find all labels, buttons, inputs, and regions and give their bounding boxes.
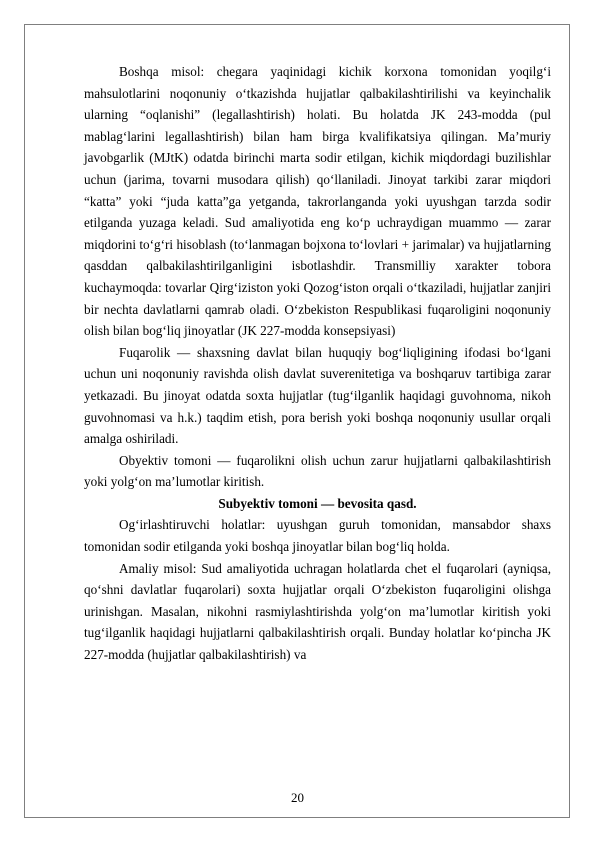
page-number: 20	[291, 790, 304, 805]
subjective-side-heading: Subyektiv tomoni — bevosita qasd.	[218, 495, 417, 511]
paragraph-aggravating-circumstances: Og‘irlashtiruvchi holatlar: uyushgan guruh tomonidan, mansabdor shaxs tomonidan sodir etilganda yoki boshqa jinoyatlar bilan bog‘liq holda.	[84, 517, 551, 555]
paragraph-contraband-example: Boshqa misol: chegara yaqinidagi kichik korxona tomonidan yoqilg‘i mahsulotlarini noqonuniy o‘tkazishda hujjatlar qalbakilashtirilishi va keyinchalik ularning “oqlanishi” (legallashtirish) holati. Bu holatda JK 243-modda (pul mablag‘larini legallashtirish) bilan ham birga kvalifikatsiya qilingan. Ma’muriy javobgarlik (MJtK) odatda birinchi marta sodir etilgan, kichik miqdordagi buzilishlar uchun (jarima, tovarni musodara qilish) qo‘llaniladi. Jinoyat tarkibi zarar miqdori “katta” yoki “juda katta”ga yetganda, takrorlanganda yoki uyushgan tarzda sodir etilganda yuzaga keladi. Sud amaliyotida eng ko‘p uchraydigan muammo — zarar miqdorini to‘g‘ri hisoblash (to‘lanmagan bojxona to‘lovlari + jarimalar) va hujjatlarning qasddan qalbakilashtirilganligini isbotlashdir. Transmilliy xarakter tobora kuchaymoqda: tovarlar Qirg‘iziston yoki Qozog‘iston orqali o‘tkaziladi, hujjatlar zanjiri bir nechta davlatlarni qamrab oladi. O‘zbekiston Respublikasi fuqaroligini noqonuniy olish bilan bog‘liq jinoyatlar (JK 227-modda konsepsiyasi)	[84, 64, 551, 339]
paragraph-objective-side: Obyektiv tomoni — fuqarolikni olish uchun zarur hujjatlarni qalbakilashtirish yoki yolg‘on ma’lumotlar kiritish.	[84, 452, 551, 490]
paragraph-citizenship-definition: Fuqarolik — shaxsning davlat bilan huquqiy bog‘liqligining ifodasi bo‘lgani uchun uni noqonuniy ravishda olish davlat suverenitetiga va boshqaruv tartibiga zarar yetkazadi. Bu jinoyat odatda soxta hujjatlar (tug‘ilganlik haqidagi guvohnoma, nikoh guvohnomasi va h.k.) taqdim etish, pora berish yoki boshqa noqonuniy usullar orqali amalga oshiriladi.	[84, 344, 551, 447]
document-body	[84, 61, 551, 666]
paragraph-practical-example: Amaliy misol: Sud amaliyotida uchragan holatlarda chet el fuqarolari (ayniqsa, qo‘shni davlatlar fuqarolari) soxta hujjatlar orqali O‘zbekiston fuqaroligini olishga urinishgan. Masalan, nikohni rasmiylashtirishda yolg‘on ma’lumotlar kiritish yoki tug‘ilganlik haqidagi hujjatlarni qalbakilashtirish orqali. Bunday holatlar ko‘pincha JK 227-modda (hujjatlar qalbakilashtirish) va	[84, 560, 551, 663]
